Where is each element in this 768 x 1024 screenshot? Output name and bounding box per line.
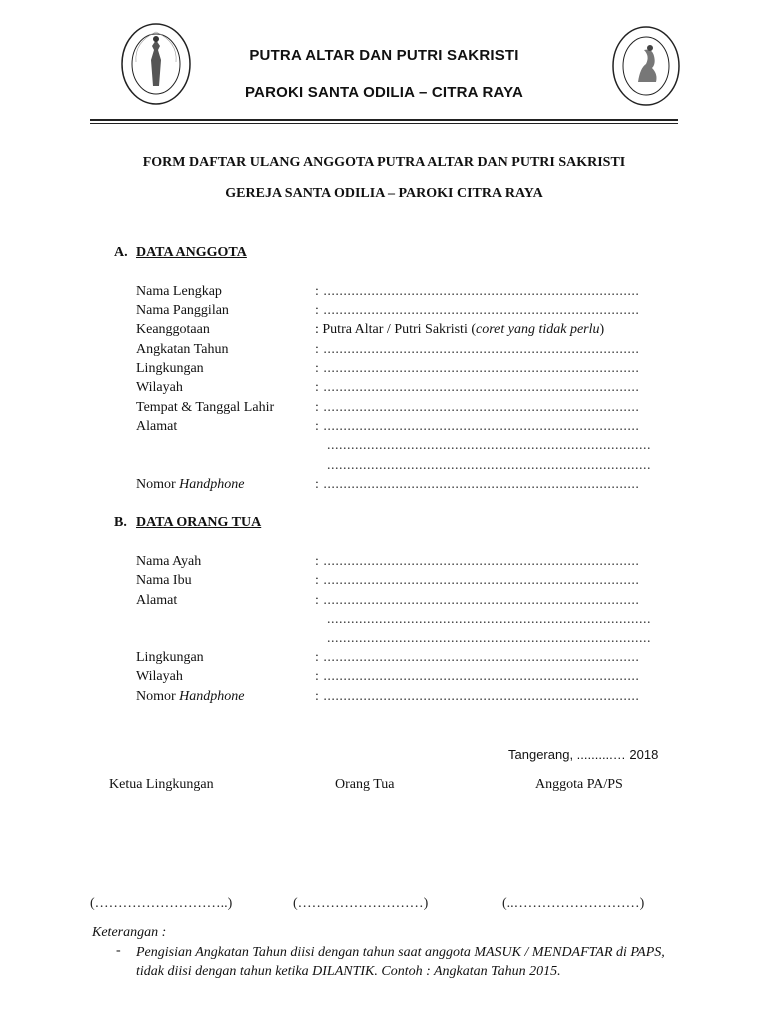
field-alamat-line-3[interactable]: ................................................................................. — [327, 458, 651, 473]
notes-bullet: - — [116, 943, 121, 958]
section-a-heading — [114, 245, 247, 261]
label-nomor: Nomor — [136, 477, 180, 492]
label-wilayah: Wilayah — [136, 380, 183, 395]
label-angkatan-tahun: Angkatan Tahun — [136, 342, 229, 357]
keanggotaan-close: ) — [599, 322, 605, 337]
field-wilayah[interactable]: : ............................................................................... — [315, 380, 640, 395]
header-line-1: PUTRA ALTAR DAN PUTRI SAKRISTI — [249, 47, 519, 64]
label-nama-ibu: Nama Ibu — [136, 573, 192, 588]
section-a-letter: A. — [114, 245, 128, 260]
section-b-name: DATA ORANG TUA — [136, 515, 262, 530]
label-lingkungan: Lingkungan — [136, 361, 204, 376]
label-keanggotaan: Keanggotaan — [136, 322, 210, 337]
field-nama-lengkap[interactable]: : ............................................................................... — [315, 284, 640, 299]
label-nama-panggilan: Nama Panggilan — [136, 303, 229, 318]
signature-ketua-name-field[interactable]: (………………………..) — [90, 896, 233, 911]
signature-orang-tua-label: Orang Tua — [335, 777, 395, 792]
field-tempat-tanggal-lahir[interactable]: : ............................................................................... — [315, 400, 640, 415]
label-nomor-ortu: Nomor — [136, 689, 180, 704]
label-lingkungan-orang-tua: Lingkungan — [136, 650, 204, 665]
label-nomor-handphone — [136, 477, 245, 493]
field-alamat-orang-tua-line-3[interactable]: ................................................................................. — [327, 631, 651, 646]
header-rule-thin — [90, 123, 678, 124]
signature-ketua-label: Ketua Lingkungan — [109, 777, 214, 792]
form-title: FORM DAFTAR ULANG ANGGOTA PUTRA ALTAR DAN PUTRI SAKRISTI — [142, 155, 626, 170]
field-wilayah-orang-tua[interactable]: : ............................................................................... — [315, 669, 640, 684]
signature-anggota-name-field[interactable]: (..………………………) — [502, 896, 645, 911]
label-alamat: Alamat — [136, 419, 178, 434]
field-lingkungan-orang-tua[interactable]: : ............................................................................... — [315, 650, 640, 665]
label-handphone: Handphone — [179, 477, 245, 492]
label-nama-lengkap: Nama Lengkap — [136, 284, 222, 299]
field-nama-ibu[interactable]: : ............................................................................... — [315, 573, 640, 588]
keanggotaan-hint: coret yang tidak perlu — [476, 322, 600, 337]
label-nama-ayah: Nama Ayah — [136, 554, 202, 569]
field-alamat[interactable]: : ............................................................................... — [315, 419, 640, 434]
label-handphone-ortu: Handphone — [179, 689, 245, 704]
header-line-2: PAROKI SANTA ODILIA – CITRA RAYA — [244, 84, 524, 101]
date-line[interactable]: Tangerang, ..........… 2018 — [508, 747, 659, 762]
field-alamat-orang-tua[interactable]: : ............................................................................... — [315, 593, 640, 608]
field-nomor-handphone[interactable]: : ............................................................................... — [315, 477, 640, 492]
field-angkatan-tahun[interactable]: : ............................................................................... — [315, 342, 640, 357]
form-subtitle: GEREJA SANTA ODILIA – PAROKI CITRA RAYA — [225, 186, 543, 201]
field-lingkungan[interactable]: : ............................................................................... — [315, 361, 640, 376]
section-b-heading — [114, 515, 261, 531]
notes-text: Pengisian Angkatan Tahun diisi dengan tahun saat anggota MASUK / MENDAFTAR di PAPS, tidak diisi dengan tahun ketika DILANTIK. Contoh : Angkatan Tahun 2015. — [136, 945, 665, 979]
label-alamat-orang-tua: Alamat — [136, 593, 178, 608]
field-nama-panggilan[interactable]: : ............................................................................... — [315, 303, 640, 318]
field-alamat-orang-tua-line-2[interactable]: ................................................................................. — [327, 612, 651, 627]
label-wilayah-orang-tua: Wilayah — [136, 669, 183, 684]
field-keanggotaan[interactable] — [315, 322, 604, 338]
signature-orang-tua-name-field[interactable]: (………………………) — [293, 896, 429, 911]
label-tempat-tanggal-lahir: Tempat & Tanggal Lahir — [136, 400, 275, 415]
field-nama-ayah[interactable]: : ............................................................................... — [315, 554, 640, 569]
notes-title: Keterangan : — [92, 925, 167, 940]
header-rule-thick — [90, 119, 678, 121]
label-nomor-handphone-orang-tua — [136, 689, 245, 705]
field-alamat-line-2[interactable]: ................................................................................. — [327, 438, 651, 453]
section-b-letter: B. — [114, 515, 127, 530]
signature-anggota-label: Anggota PA/PS — [535, 777, 623, 792]
section-a-name: DATA ANGGOTA — [136, 245, 247, 260]
keanggotaan-options: : Putra Altar / Putri Sakristi ( — [315, 322, 476, 337]
field-nomor-handphone-orang-tua[interactable]: : ............................................................................... — [315, 689, 640, 704]
